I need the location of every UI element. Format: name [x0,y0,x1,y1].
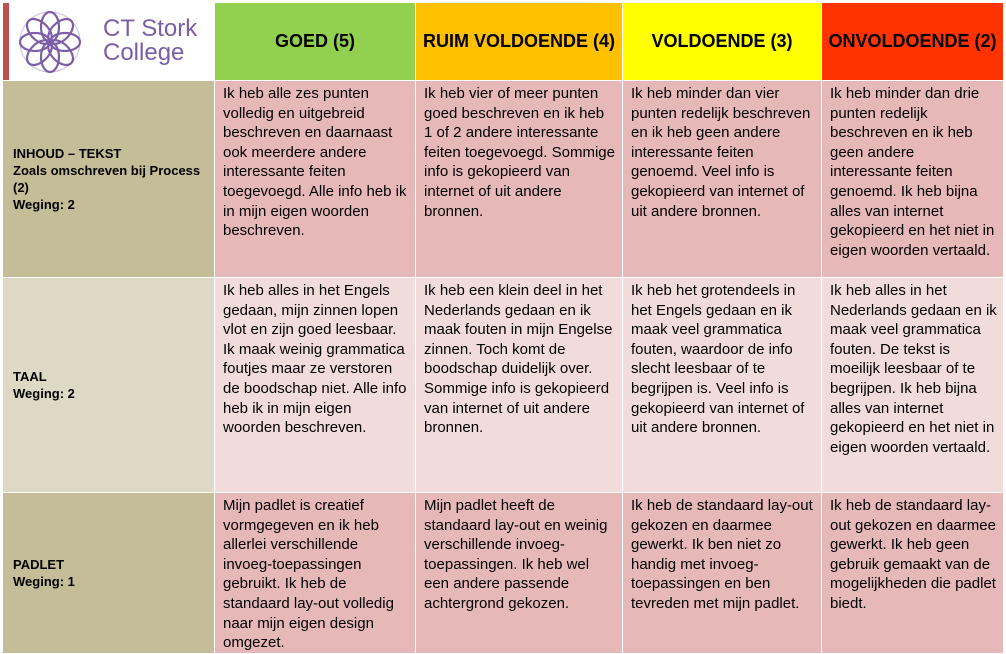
criterion-inhoud [3,81,215,278]
rubric-row-inhoud [3,81,1004,278]
criterion-weight: Weging: 2 [13,197,75,212]
criterion-title: INHOUD – TEKST [13,146,122,161]
cell-taal-onvoldoende: Ik heb alles in het Nederlands gedaan en ik maak veel grammatica fouten. De tekst is moeilijk leesbaar of te begrijpen. Ik heb bijna alles van internet gekopieerd en het niet in eigen woorden vertaald. [822,278,1004,493]
rubric-row-taal [3,278,1004,493]
cell-taal-goed: Ik heb alles in het Engels gedaan, mijn zinnen lopen vlot en zijn goed leesbaar. Ik maak weinig grammatica foutjes maar ze verstoren de boodschap niet. Alle info heb ik in mijn eigen woorden beschreven. [215,278,416,493]
criterion-weight: Weging: 2 [13,386,75,401]
stork-college-logo-icon [15,7,85,77]
header-row [3,3,1004,81]
cell-inhoud-onvoldoende: Ik heb minder dan drie punten redelijk beschreven en ik heb geen andere interessante feiten genoemd. Ik heb bijna alles van internet gekopieerd en het niet in eigen woorden vertaald. [822,81,1004,278]
cell-taal-ruim-voldoende: Ik heb een klein deel in het Nederlands gedaan en ik maak fouten in mijn Engelse zinnen. Toch komt de boodschap duidelijk over. Sommige info is gekopieerd van internet of uit andere bronnen. [416,278,623,493]
cell-padlet-ruim-voldoende: Mijn padlet heeft de standaard lay-out en weinig verschillende invoeg-toepassingen. Ik heb wel een andere passende achtergrond gekozen. [416,493,623,654]
cell-padlet-goed: Mijn padlet is creatief vormgegeven en ik heb allerlei verschillende invoeg-toepassingen gebruikt. Ik heb de standaard lay-out volledig naar mijn eigen design omgezet. [215,493,416,654]
criterion-padlet [3,493,215,654]
criterion-title: PADLET [13,556,65,572]
cell-inhoud-goed: Ik heb alle zes punten volledig en uitgebreid beschreven en daarnaast ook meerdere andere interessante feiten toegevoegd. Alle info heb ik in mijn eigen woorden beschreven. [215,81,416,278]
header-voldoende: VOLDOENDE (3) [623,3,822,81]
rubric-row-padlet [3,493,1004,654]
logo-line-2: College [103,39,185,66]
criterion-subtitle: Zoals omschreven bij Process (2) [13,163,201,195]
cell-taal-voldoende: Ik heb het grotendeels in het Engels gedaan en ik maak veel grammatica fouten, waardoor de info slecht leesbaar of te begrijpen is. Veel info is gekopieerd van internet of uit andere bronnen. [623,278,822,493]
criterion-title: TAAL [13,369,47,384]
cell-inhoud-ruim-voldoende: Ik heb vier of meer punten goed beschreven en ik heb 1 of 2 andere interessante feiten toegevoegd. Sommige info is gekopieerd van internet of uit andere bronnen. [416,81,623,278]
header-goed: GOED (5) [215,3,416,81]
cell-padlet-voldoende: Ik heb de standaard lay-out gekozen en daarmee gewerkt. Ik ben niet zo handig met invoeg-toepassingen en ben tevreden met mijn padlet. [623,493,822,654]
header-ruim-voldoende: RUIM VOLDOENDE (4) [416,3,623,81]
logo-wordmark [103,17,197,65]
rubric-table [2,2,1004,654]
logo-line-1: CT Stork [103,15,198,42]
logo-cell [3,3,215,81]
logo-accent-bar [3,3,9,80]
criterion-taal [3,278,215,493]
criterion-weight: Weging: 1 [13,573,75,589]
cell-padlet-onvoldoende: Ik heb de standaard lay-out gekozen en daarmee gewerkt. Ik heb geen gebruik gemaakt van de mogelijkheden die padlet biedt. [822,493,1004,654]
cell-inhoud-voldoende: Ik heb minder dan vier punten redelijk beschreven en ik heb geen andere interessante feiten genoemd. Veel info is gekopieerd van internet of uit andere bronnen. [623,81,822,278]
header-onvoldoende: ONVOLDOENDE (2) [822,3,1004,81]
